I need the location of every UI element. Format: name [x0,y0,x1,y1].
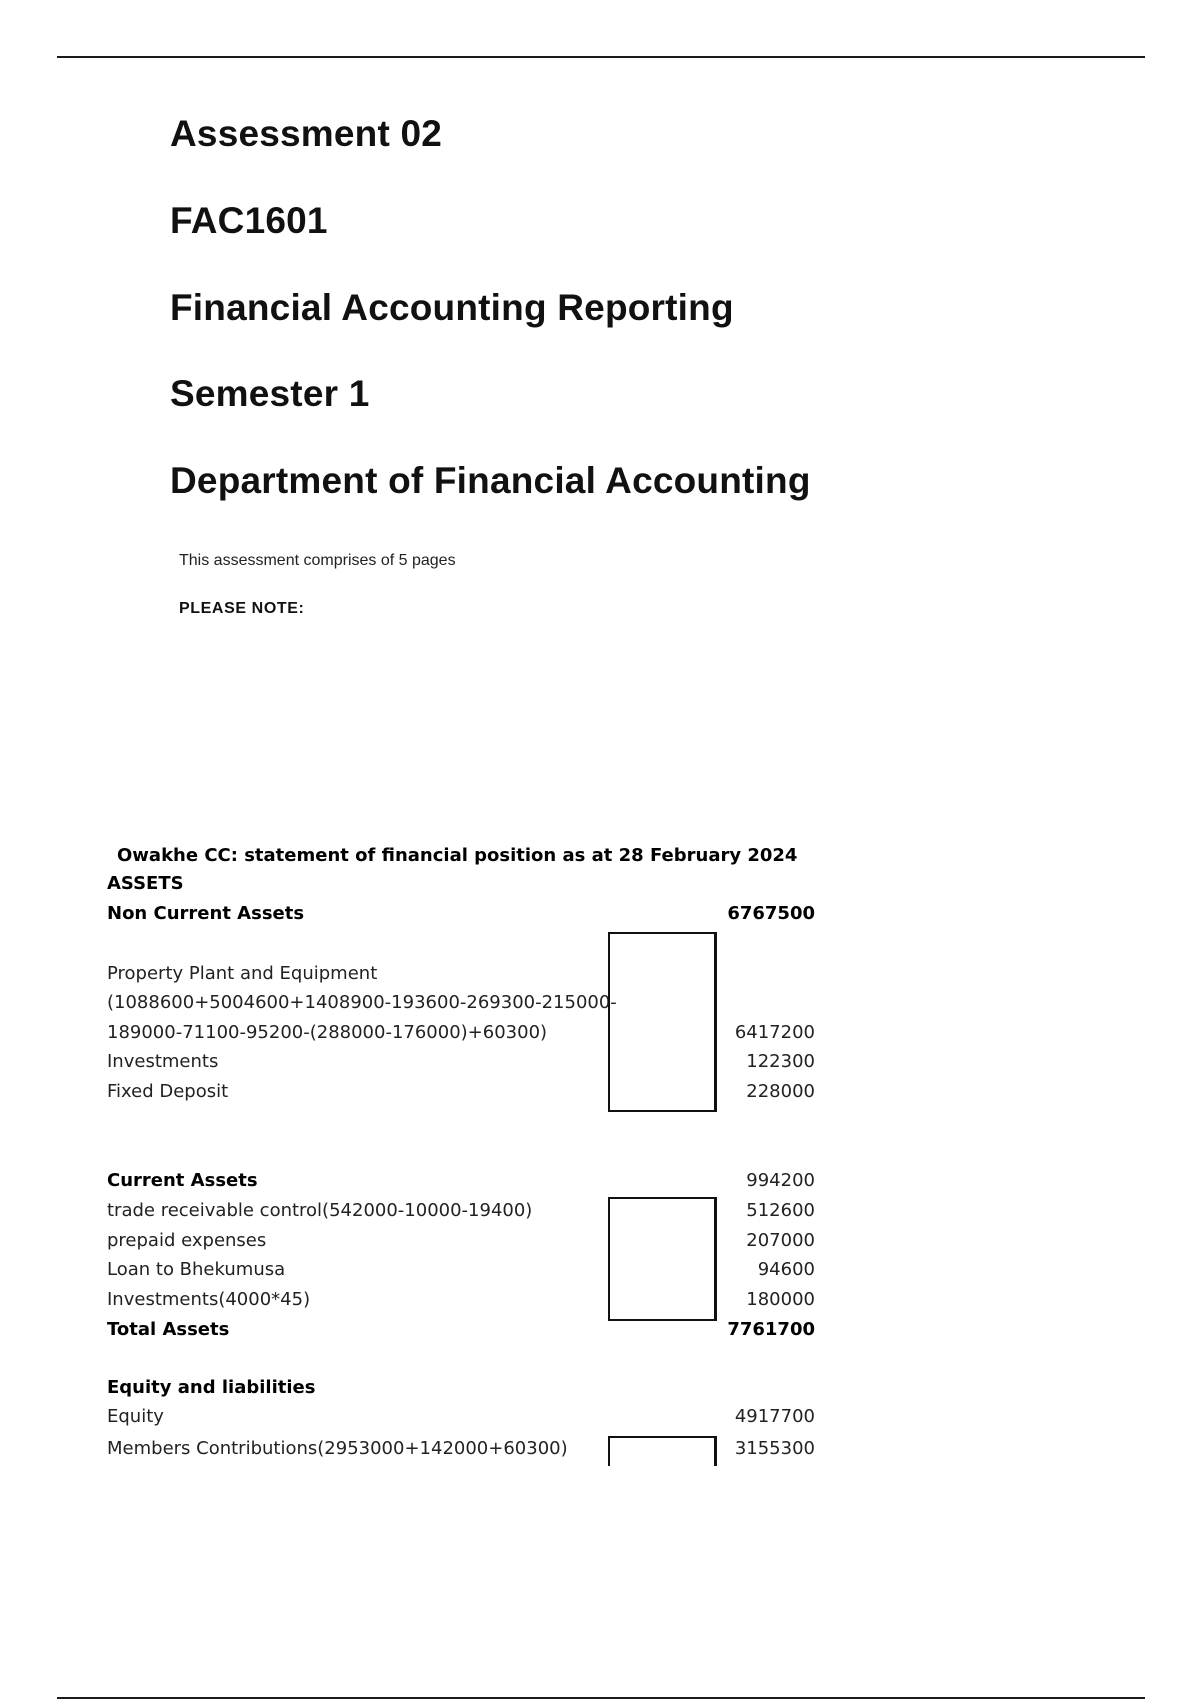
course-code: FAC1601 [170,200,328,241]
non-current-assets-total: 6767500 [727,903,815,924]
ppe-calc-row-2: 189000-71100-95200-(288000-176000)+60300) 6417200 [107,1022,815,1043]
equity-liabilities-heading-row: Equity and liabilities [107,1377,316,1398]
ppe-calc-row-1: (1088600+5004600+1408900-193600-269300-215000- [107,992,617,1013]
current-assets-box [608,1197,717,1321]
fixed-deposit-row: Fixed Deposit 228000 [107,1081,815,1102]
semester: Semester 1 [170,373,370,414]
trade-receivable-row: trade receivable control(542000-10000-19400) 512600 [107,1200,815,1221]
current-assets-total: 994200 [746,1170,815,1191]
members-contributions-row: Members Contributions(2953000+142000+60300) 3155300 [107,1438,815,1459]
prepaid-expenses-value: 207000 [746,1230,815,1251]
current-investments-value: 180000 [746,1289,815,1310]
current-assets-row: Current Assets 994200 [107,1170,815,1191]
course-name: Financial Accounting Reporting [170,287,734,328]
current-investments-row: Investments(4000*45) 180000 [107,1289,815,1310]
fixed-deposit-value: 228000 [746,1081,815,1102]
loan-row: Loan to Bhekumusa 94600 [107,1259,815,1280]
ppe-value: 6417200 [734,1022,815,1043]
assessment-title: Assessment 02 [170,113,443,154]
pages-note: This assessment comprises of 5 pages [179,552,456,569]
bottom-rule [57,1697,1145,1699]
statement-heading: Owakhe CC: statement of financial position as at 28 February 2024 [117,845,798,866]
equity-value: 4917700 [734,1406,815,1427]
members-contributions-value: 3155300 [734,1438,815,1459]
investments-row: Investments 122300 [107,1051,815,1072]
loan-value: 94600 [757,1259,815,1280]
total-assets-row: Total Assets 7761700 [107,1319,815,1340]
investments-value: 122300 [746,1051,815,1072]
department: Department of Financial Accounting [170,460,811,501]
ppe-row: Property Plant and Equipment [107,963,378,984]
assets-heading-row: ASSETS [107,873,184,894]
members-contributions-box [608,1436,717,1466]
total-assets-value: 7761700 [727,1319,815,1340]
prepaid-expenses-row: prepaid expenses 207000 [107,1230,815,1251]
non-current-assets-box [608,932,717,1112]
please-note-heading: PLEASE NOTE: [179,600,305,617]
top-rule [57,56,1145,58]
equity-row: Equity 4917700 [107,1406,815,1427]
non-current-assets-row: Non Current Assets 6767500 [107,903,815,924]
trade-receivable-value: 512600 [746,1200,815,1221]
